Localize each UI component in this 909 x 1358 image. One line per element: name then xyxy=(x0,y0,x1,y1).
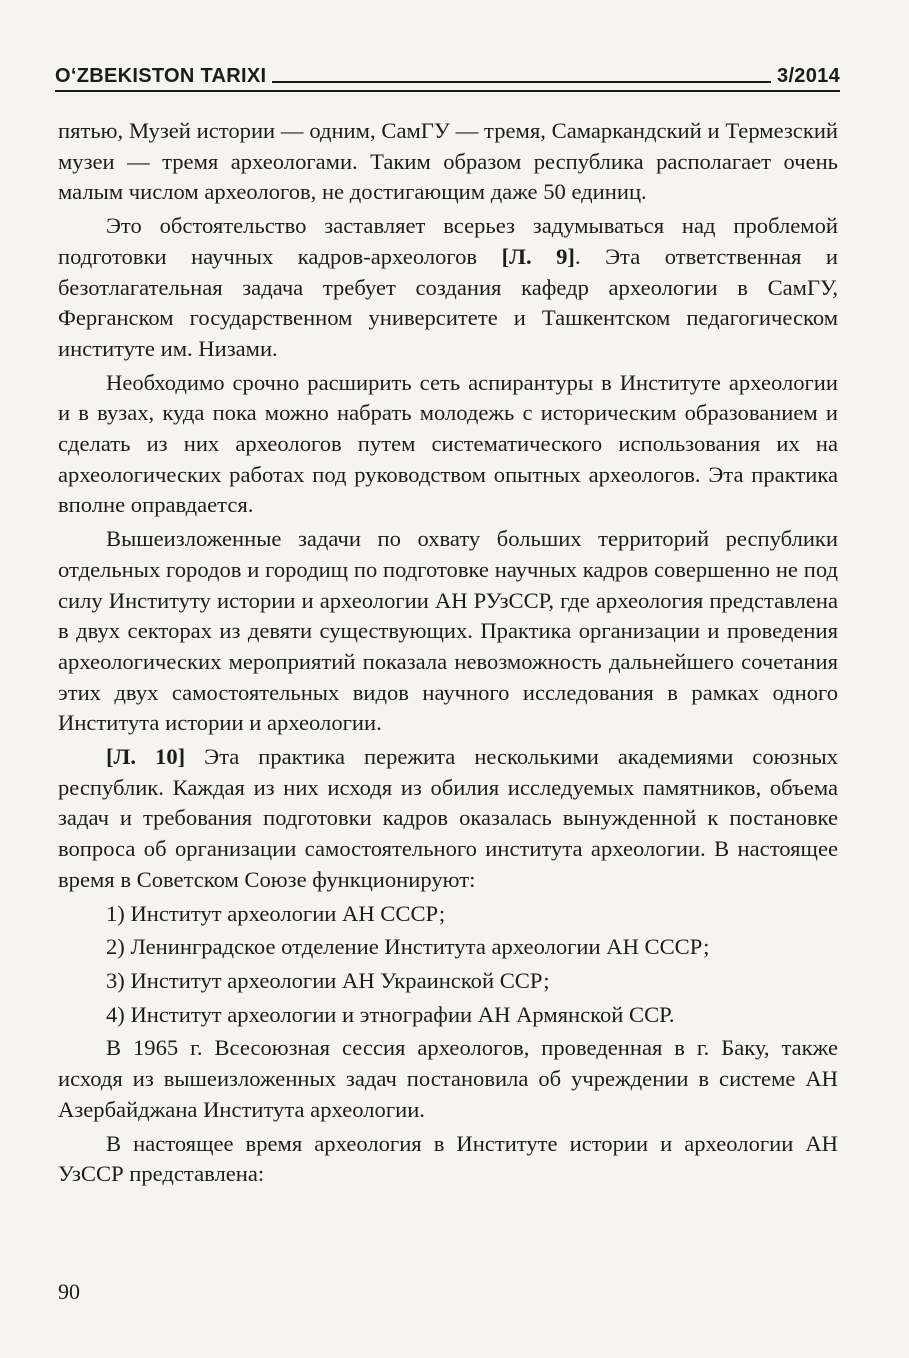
issue-number: 3/2014 xyxy=(777,65,840,87)
running-header xyxy=(55,58,840,88)
paragraph-text: В 1965 г. Всесоюзная сессия археологов, проведенная в г. Баку, также исходя из вышеизложенных задач постановила об учреждении в системе АН Азербайджана Института археологии. xyxy=(58,1035,838,1122)
paragraph-text: В настоящее время археология в Институте истории и археологии АН УзССР представлена: xyxy=(58,1130,838,1187)
paragraph-text: Эта практика пережита несколькими академиями союзных республик. Каждая из них исходя из обилия исследуемых памятников, объема задач и требования подготовки кадров оказалась вынужденной к постановке вопроса об организации самостоятельного института археологии. В настоящее время в Советском Союзе функционируют: xyxy=(58,744,838,892)
sheet-reference: [Л. 10] xyxy=(106,744,186,770)
list-item-text: 2) Ленинградское отделение Института археологии АН СССР; xyxy=(106,934,710,960)
list-item-4 xyxy=(58,1000,838,1031)
paragraph-text: . Эта ответственная и безотлагательная задача требует создания кафедр археологии в СамГУ, Ферганском государственном университете и Ташкентском педагогическом институте им. Низами. xyxy=(58,243,839,361)
paragraph-4 xyxy=(58,524,838,739)
list-item-text: 3) Институт археологии АН Украинской ССР; xyxy=(106,967,550,993)
header-divider xyxy=(55,90,840,92)
list-item-1 xyxy=(58,899,838,930)
body-text xyxy=(58,116,838,1193)
paragraph-text: Это обстоятельство заставляет всерьез задумываться над проблемой подготовки научных кадров-археологов xyxy=(58,213,838,269)
paragraph-2 xyxy=(58,211,838,365)
paragraph-3 xyxy=(58,368,838,522)
list-item-2 xyxy=(58,932,838,963)
paragraph-5 xyxy=(58,742,838,896)
list-item-text: 4) Институт археологии и этнографии АН Армянской ССР. xyxy=(106,1001,675,1027)
page-number: 90 xyxy=(58,1279,80,1304)
sheet-reference: [Л. 9] xyxy=(501,243,575,269)
paragraph-text: пятью, Музей истории — одним, СамГУ — тремя, Самаркандский и Термезский музеи — тремя археологами. Таким образом республика располагает очень малым числом археологов, не достигающим даже 50 единиц. xyxy=(58,118,838,205)
header-rule xyxy=(272,81,771,83)
paragraph-7 xyxy=(58,1129,838,1190)
paragraph-text: Вышеизложенные задачи по охвату больших территорий республики отдельных городов и городищ по подготовке научных кадров совершенно не под силу Институту истории и археологии АН РУзССР, где археология представлена в двух секторах из девяти существующих. Практика организации и проведения археологических мероприятий показала невозможность дальнейшего сочетания этих двух самостоятельных видов научного исследования в рамках одного Института истории и археологии. xyxy=(58,526,838,736)
paragraph-text: Необходимо срочно расширить сеть аспирантуры в Институте археологии и в вузах, куда пока можно набрать молодежь с историческим образованием и сделать из них археологов путем систематического использования их на археологических работах под руководством опытных археологов. Эта практика вполне оправдается. xyxy=(58,369,838,518)
paragraph-1 xyxy=(58,116,838,208)
list-item-3 xyxy=(58,966,838,997)
journal-title: O‘ZBEKISTON TARIXI xyxy=(55,65,267,87)
list-item-text: 1) Институт археологии АН СССР; xyxy=(106,900,446,926)
paragraph-6 xyxy=(58,1033,838,1125)
